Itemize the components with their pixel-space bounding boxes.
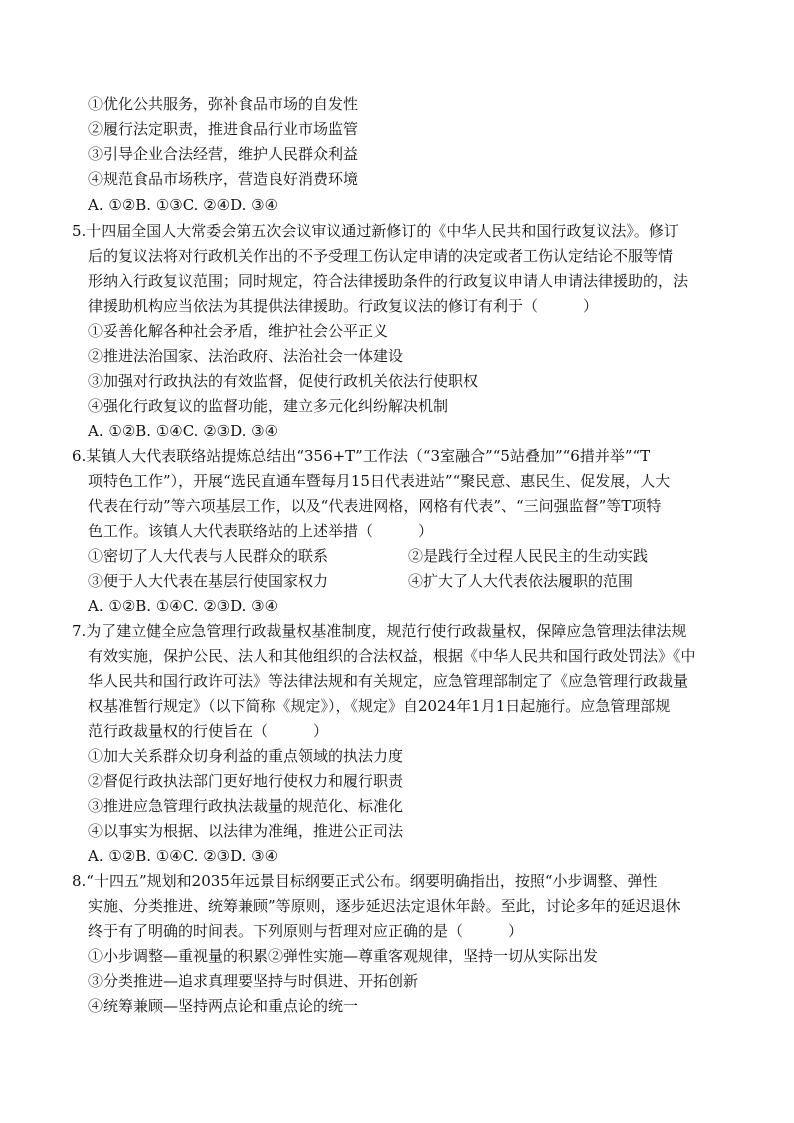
option-line: ④以事实为根据、以法律为准绳，推进公正司法: [88, 822, 404, 840]
question-stem-line: 范行政裁量权的行使旨在（ ）: [88, 722, 329, 740]
question-stem-line: 7.为了建立健全应急管理行政裁量权基准制度，规范行使行政裁量权，保障应急管理法律法规: [72, 622, 687, 640]
option-row: [88, 544, 649, 569]
option-3: ③便于人大代表在基层行使国家权力: [88, 572, 329, 590]
question-stem-line: 权基准暂行规定》（以下简称《规定》），《规定》自2024年1月1日起施行。应急管理部规: [88, 697, 671, 715]
option-1: ①密切了人大代表与人民群众的联系: [88, 547, 329, 565]
answer-choices: A. ①②B. ①④C. ②③D. ③④: [88, 422, 279, 440]
question-stem-line: 华人民共和国行政许可法》等法律法规和有关规定，应急管理部制定了《应急管理行政裁量: [88, 672, 689, 690]
option-line: ②推进法治国家、法治政府、法治社会一体建设: [88, 347, 404, 365]
question-stem-line: 8.“十四五”规划和2035年远景目标纲要正式公布。纲要明确指出，按照“小步调整、弹性: [72, 872, 658, 890]
question-stem-line: 代表在行动”等六项基层工作，以及“代表进网格，网格有代表”、“三问强监督”等T项特: [88, 497, 662, 515]
option-line: ②督促行政执法部门更好地行使权力和履行职责: [88, 772, 404, 790]
option-2: ②是践行全过程人民民主的生动实践: [408, 547, 649, 565]
answer-choices: A. ①②B. ①④C. ②③D. ③④: [88, 597, 279, 615]
option-4: ④扩大了人大代表依法履职的范围: [408, 572, 634, 590]
option-line: ③加强对行政执法的有效监督，促使行政机关依法行使职权: [88, 372, 479, 390]
answer-choices: A. ①②B. ①③C. ②④D. ③④: [88, 196, 279, 214]
option-line: ①优化公共服务，弥补食品市场的自发性: [88, 95, 359, 113]
option-line: ①妥善化解各种社会矛盾，维护社会公平正义: [88, 322, 389, 340]
question-stem-line: 6.某镇人大代表联络站提炼总结出“356+T”工作法（“3室融合”“5站叠加”“6措并举”“T: [72, 447, 651, 465]
option-line: ①小步调整—重视量的积累②弹性实施—尊重客观规律，坚持一切从实际出发: [88, 947, 599, 965]
question-stem-line: 有效实施，保护公民、法人和其他组织的合法权益，根据《中华人民共和国行政处罚法》《中: [88, 647, 696, 665]
question-stem-line: 色工作。该镇人大代表联络站的上述举措（ ）: [88, 522, 434, 540]
option-line: ②履行法定职责，推进食品行业市场监管: [88, 120, 359, 138]
question-stem-line: 后的复议法将对行政机关作出的不予受理工伤认定申请的决定或者工伤认定结论不服等情: [88, 247, 674, 265]
option-row: [88, 569, 634, 594]
option-line: ③分类推进—追求真理要坚持与时俱进、开拓创新: [88, 972, 419, 990]
option-line: ④规范食品市场秩序，营造良好消费环境: [88, 170, 359, 188]
option-line: ①加大关系群众切身利益的重点领域的执法力度: [88, 747, 404, 765]
question-stem-line: 终于有了明确的时间表。下列原则与哲理对应正确的是（ ）: [88, 922, 524, 940]
option-line: ④统筹兼顾—坚持两点论和重点论的统一: [88, 997, 359, 1015]
option-line: ③引导企业合法经营，维护人民群众利益: [88, 145, 359, 163]
answer-choices: A. ①②B. ①④C. ②③D. ③④: [88, 847, 279, 865]
option-line: ③推进应急管理行政执法裁量的规范化、标准化: [88, 797, 404, 815]
question-stem-line: 5.十四届全国人大常委会第五次会议审议通过新修订的《中华人民共和国行政复议法》。修订: [72, 222, 679, 240]
question-stem-line: 形纳入行政复议范围；同时规定，符合法律援助条件的行政复议申请人申请法律援助的，法: [88, 272, 689, 290]
question-stem-line: 实施、分类推进、统筹兼顾”等原则，逐步延迟法定退休年龄。至此，讨论多年的延迟退休: [88, 897, 681, 915]
option-line: ④强化行政复议的监督功能，建立多元化纠纷解决机制: [88, 397, 449, 415]
question-stem-line: 项特色工作”），开展“选民直通车暨每月15日代表进站”“聚民意、惠民生、促发展，人大: [88, 472, 671, 490]
question-stem-line: 律援助机构应当依法为其提供法律援助。行政复议法的修订有利于（ ）: [88, 297, 599, 315]
